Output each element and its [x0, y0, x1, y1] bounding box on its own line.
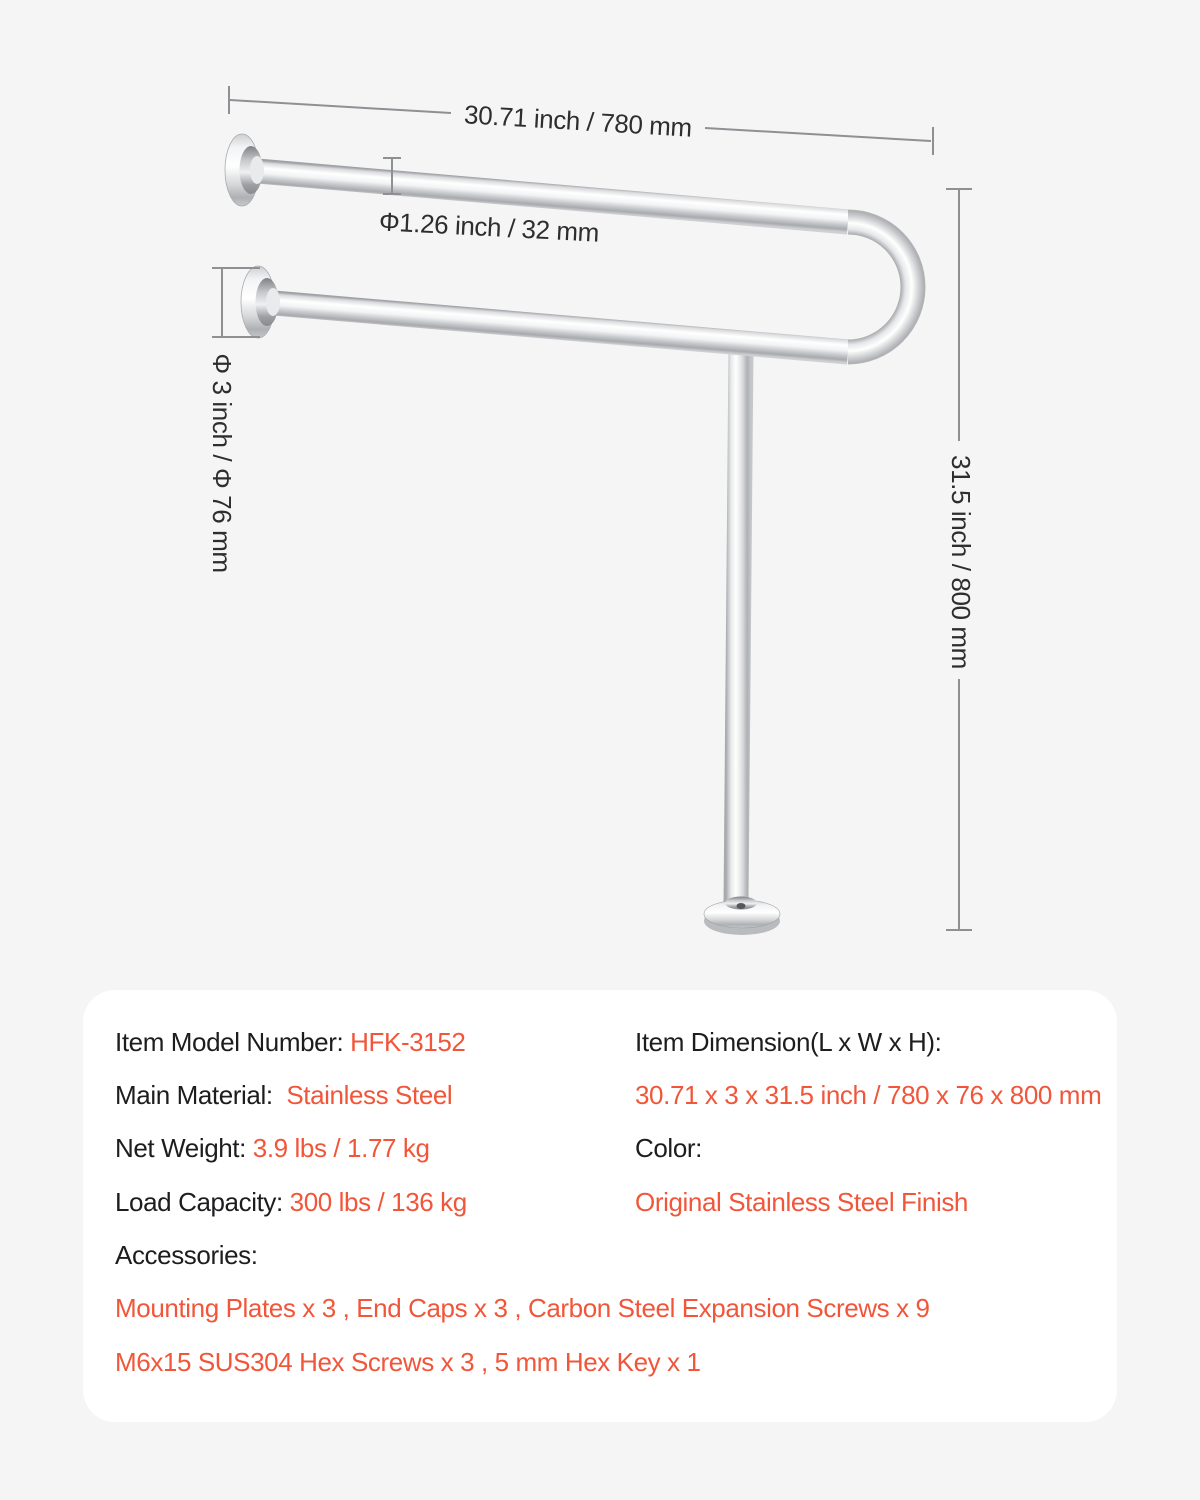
- grab-bar-u-bend: [848, 222, 913, 352]
- spec-row-model: [115, 1026, 465, 1058]
- height-dimension-label: 31.5 inch / 800 mm: [946, 455, 976, 669]
- accessory-line: [115, 1346, 701, 1378]
- spec-value-color: Original Stainless Steel Finish: [635, 1187, 968, 1217]
- flange-diameter-label: Φ 3 inch / Φ 76 mm: [207, 353, 237, 573]
- spec-row-dimension-value: [635, 1079, 1101, 1111]
- spec-row-color-value: [635, 1186, 968, 1218]
- spec-label-material: Main Material:: [115, 1080, 287, 1110]
- spec-row-color-label: [635, 1132, 702, 1164]
- spec-label-color: Color:: [635, 1133, 702, 1163]
- wall-flange-top: [225, 134, 264, 206]
- width-dim-line-left: [230, 100, 451, 113]
- accessory-line: [115, 1292, 930, 1324]
- width-dim-line-right: [705, 128, 931, 141]
- floor-flange: [704, 897, 780, 936]
- spec-value-dimension: 30.71 x 3 x 31.5 inch / 780 x 76 x 800 mm: [635, 1080, 1102, 1110]
- spec-row-accessories-label: [115, 1239, 258, 1271]
- tube-diameter-label: Φ1.26 inch / 32 mm: [378, 206, 600, 248]
- spec-card: [83, 990, 1117, 1422]
- accessory-line-1: Mounting Plates x 3 , End Caps x 3 , Carbon Steel Expansion Screws x 9: [115, 1293, 930, 1323]
- grab-bar: [225, 134, 913, 935]
- spec-value-model: HFK-3152: [350, 1027, 466, 1057]
- wall-flange-bottom: [241, 266, 280, 338]
- spec-value-material: Stainless Steel: [286, 1080, 453, 1110]
- spec-row-load-capacity: [115, 1186, 467, 1218]
- accessory-line-2: M6x15 SUS304 Hex Screws x 3 , 5 mm Hex Key x 1: [115, 1347, 701, 1377]
- grab-bar-lower-arm: [262, 302, 848, 352]
- spec-value-weight: 3.9 lbs / 1.77 kg: [252, 1133, 430, 1163]
- spec-row-weight: [115, 1132, 430, 1164]
- spec-label-model: Item Model Number:: [115, 1027, 351, 1057]
- grab-bar-post: [736, 348, 741, 904]
- spec-label-dimension: Item Dimension(L x W x H):: [635, 1027, 942, 1057]
- spec-label-weight: Net Weight:: [115, 1133, 253, 1163]
- width-dimension-label: 30.71 inch / 780 mm: [463, 99, 693, 143]
- spec-row-material: [115, 1079, 452, 1111]
- accessories-label: Accessories:: [115, 1240, 258, 1270]
- spec-value-load-capacity: 300 lbs / 136 kg: [289, 1187, 467, 1217]
- spec-label-load-capacity: Load Capacity:: [115, 1187, 290, 1217]
- spec-row-dimension-label: [635, 1026, 941, 1058]
